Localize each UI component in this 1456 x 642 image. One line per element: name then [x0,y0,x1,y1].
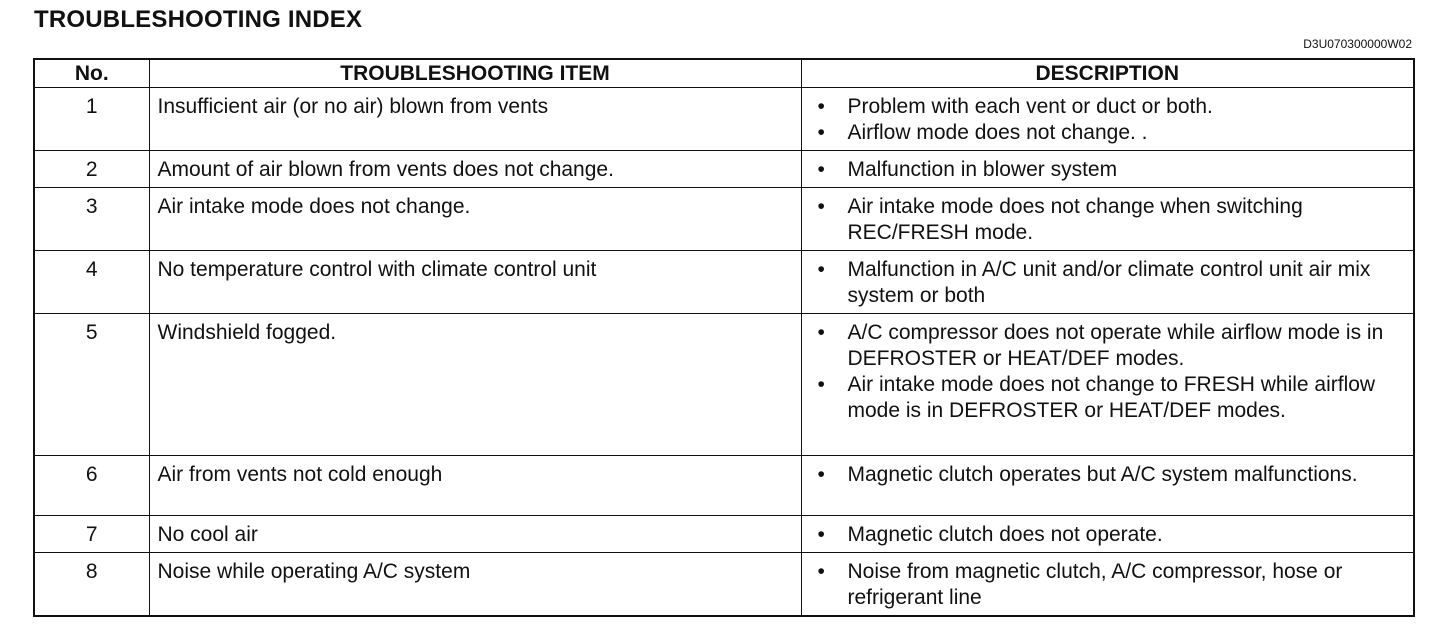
description-cell [801,88,1414,151]
troubleshooting-item: Insufficient air (or no air) blown from vents [149,88,801,151]
table-row [34,516,1414,553]
table-row [34,251,1414,314]
description-bullet: • Malfunction in A/C unit and/or climate control unit air mix system or both [816,257,1406,309]
table-row [34,88,1414,151]
description-bullet: • Magnetic clutch operates but A/C system malfunctions. [816,462,1406,488]
row-number: 7 [34,516,149,553]
description-list [816,559,1406,611]
description-bullet: • Magnetic clutch does not operate. [816,522,1406,548]
description-cell [801,151,1414,188]
page-title: TROUBLESHOOTING INDEX [34,6,363,33]
description-bullet: • Airflow mode does not change. . [816,120,1406,146]
description-list [816,522,1406,548]
description-bullet: • Noise from magnetic clutch, A/C compressor, hose or refrigerant line [816,559,1406,611]
table-row [34,553,1414,617]
row-number: 6 [34,456,149,516]
troubleshooting-table [33,58,1415,617]
description-bullet: • Air intake mode does not change to FRESH while airflow mode is in DEFROSTER or HEAT/DEF modes. [816,372,1406,424]
table-row [34,314,1414,456]
document-code: D3U070300000W02 [1303,37,1412,51]
description-cell [801,188,1414,251]
troubleshooting-item: No temperature control with climate control unit [149,251,801,314]
description-bullet: • Problem with each vent or duct or both. [816,94,1406,120]
troubleshooting-item: Amount of air blown from vents does not change. [149,151,801,188]
description-bullet: • Air intake mode does not change when switching REC/FRESH mode. [816,194,1406,246]
troubleshooting-item: Windshield fogged. [149,314,801,456]
column-header-no: No. [34,59,149,88]
row-number: 8 [34,553,149,617]
description-list [816,194,1406,246]
description-list [816,257,1406,309]
troubleshooting-item: Air intake mode does not change. [149,188,801,251]
row-number: 4 [34,251,149,314]
troubleshooting-item: Air from vents not cold enough [149,456,801,516]
description-bullet: • A/C compressor does not operate while airflow mode is in DEFROSTER or HEAT/DEF modes. [816,320,1406,372]
description-cell [801,553,1414,617]
description-cell [801,314,1414,456]
table-body [34,88,1414,617]
row-number: 1 [34,88,149,151]
table-header [34,59,1414,88]
description-list [816,157,1406,183]
description-list [816,320,1406,424]
table-row [34,188,1414,251]
description-cell [801,251,1414,314]
row-number: 2 [34,151,149,188]
table-row [34,456,1414,516]
header-row [34,59,1414,88]
row-number: 3 [34,188,149,251]
troubleshooting-item: Noise while operating A/C system [149,553,801,617]
description-list [816,462,1406,488]
row-number: 5 [34,314,149,456]
column-header-item: TROUBLESHOOTING ITEM [149,59,801,88]
description-bullet: • Malfunction in blower system [816,157,1406,183]
description-cell [801,456,1414,516]
description-list [816,94,1406,146]
troubleshooting-item: No cool air [149,516,801,553]
table-row [34,151,1414,188]
column-header-description: DESCRIPTION [801,59,1414,88]
description-cell [801,516,1414,553]
